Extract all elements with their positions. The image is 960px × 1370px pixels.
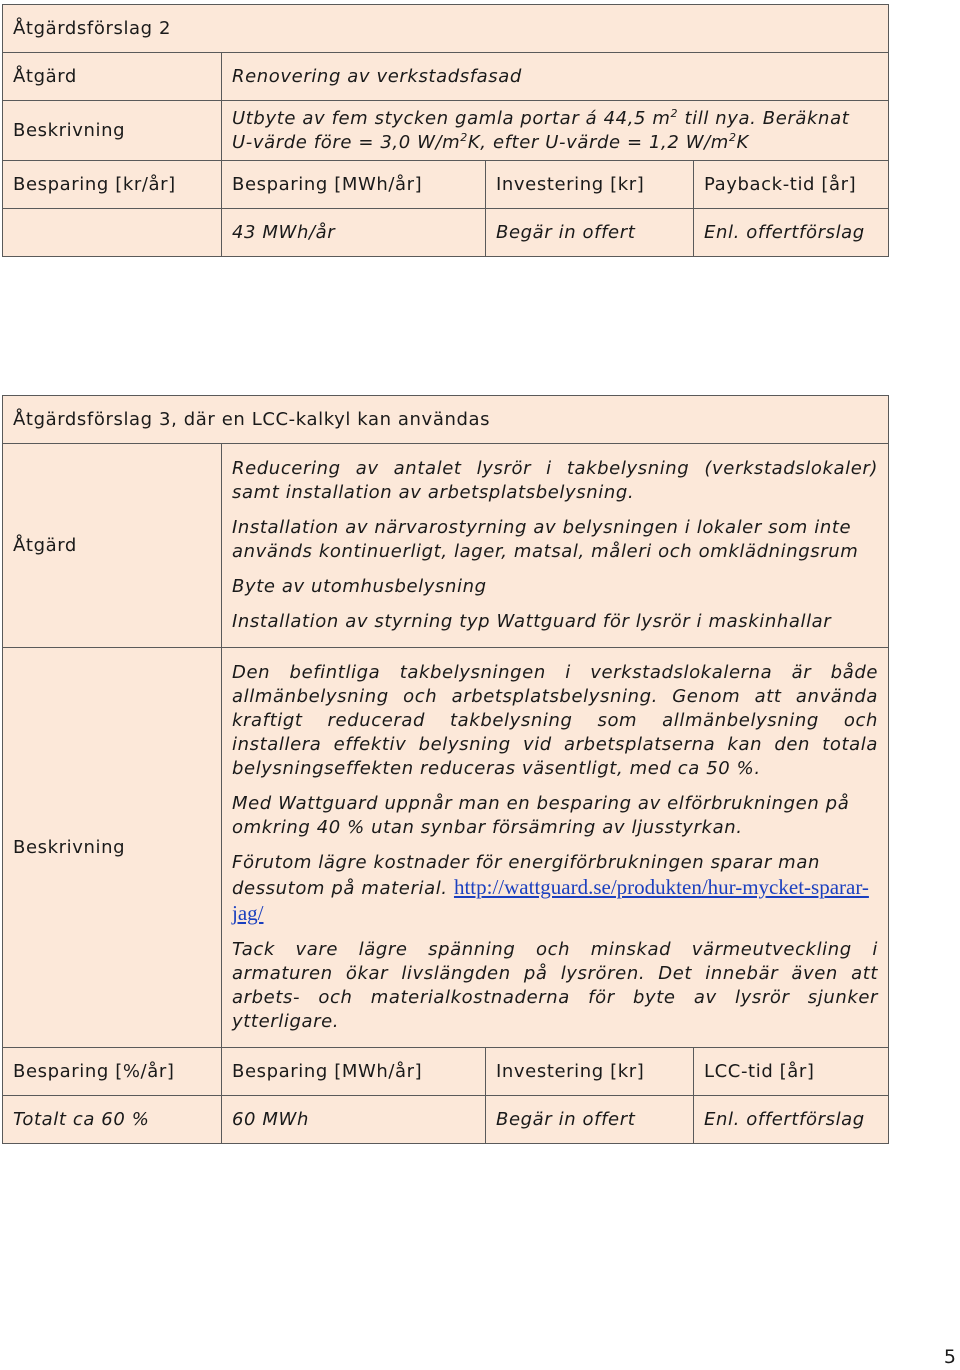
wattguard-link[interactable]: http://wattguard.se/produkten/hur-mycket-sparar-jag/: [232, 875, 869, 925]
beskrivning-paragraph: Förutom lägre kostnader för energiförbrukningen sparar man dessutom på material. http://wattguard.se/produkten/hur-mycket-sparar-jag/: [232, 852, 869, 925]
header-besparing-mwh: Besparing [MWh/år]: [222, 1048, 486, 1096]
atgard-label: Åtgärd: [3, 444, 222, 648]
proposal-3-title: Åtgärdsförslag 3, där en LCC-kalkyl kan användas: [3, 396, 889, 444]
header-besparing-mwh: Besparing [MWh/år]: [222, 161, 486, 209]
header-besparing-procent: Besparing [%/år]: [3, 1048, 222, 1096]
value-investering: Begär in offert: [486, 209, 694, 257]
value-besparing-kr: [3, 209, 222, 257]
atgard-value: Renovering av verkstadsfasad: [222, 53, 889, 101]
atgard-label: Åtgärd: [3, 53, 222, 101]
value-besparing-mwh: 60 MWh: [222, 1096, 486, 1144]
value-besparing-procent: Totalt ca 60 %: [3, 1096, 222, 1144]
atgard-item: Installation av styrning typ Wattguard för lysrör i maskinhallar: [232, 611, 832, 632]
atgard-item: Installation av närvarostyrning av belysningen i lokaler som inte används kontinuerligt, lager, matsal, måleri och omklädningsrum: [232, 517, 859, 562]
beskrivning-paragraph: Med Wattguard uppnår man en besparing av elförbrukningen på omkring 40 % utan synbar försämring av ljusstyrkan.: [232, 793, 850, 838]
value-lcc-tid: Enl. offertförslag: [694, 1096, 889, 1144]
beskrivning-text: [222, 648, 889, 1048]
proposal-3-table: [2, 395, 889, 1144]
atgard-list: [222, 444, 889, 648]
atgard-item: Byte av utomhusbelysning: [232, 576, 487, 597]
atgard-item: Reducering av antalet lysrör i takbelysning (verkstadslokaler) samt installation av arbetsplatsbelysning.: [232, 458, 879, 503]
proposal-2-table: [2, 4, 889, 257]
proposal-2-title: Åtgärdsförslag 2: [3, 5, 889, 53]
header-investering: Investering [kr]: [486, 1048, 694, 1096]
beskrivning-paragraph: Den befintliga takbelysningen i verkstadslokalerna är både allmänbelysning och arbetsplatsbelysning. Genom att använda kraftigt reducerad takbelysning som allmänbelysning och installera effektiv belysning vid arbetsplatserna kan den totala belysningseffekten reduceras väsentligt, med ca 50 %.: [232, 662, 879, 779]
value-besparing-mwh: 43 MWh/år: [222, 209, 486, 257]
header-lcc-tid: LCC-tid [år]: [694, 1048, 889, 1096]
beskrivning-label: Beskrivning: [3, 648, 222, 1048]
value-payback: Enl. offertförslag: [694, 209, 889, 257]
page-number: 5: [943, 1346, 956, 1368]
beskrivning-paragraph: Tack vare lägre spänning och minskad värmeutveckling i armaturen ökar livslängden på lysrören. Det innebär även att arbets- och materialkostnaderna för byte av lysrör sjunker ytterligare.: [232, 939, 879, 1032]
beskrivning-value: Utbyte av fem stycken gamla portar á 44,5 $m^2$ till nya. Beräknat U-värde före = 3,0 $W/m^2K$, efter U-värde = 1,2 $W/m^2K$: [222, 101, 889, 161]
value-investering: Begär in offert: [486, 1096, 694, 1144]
beskrivning-label: Beskrivning: [3, 101, 222, 161]
header-investering: Investering [kr]: [486, 161, 694, 209]
header-besparing-kr: Besparing [kr/år]: [3, 161, 222, 209]
header-payback: Payback-tid [år]: [694, 161, 889, 209]
